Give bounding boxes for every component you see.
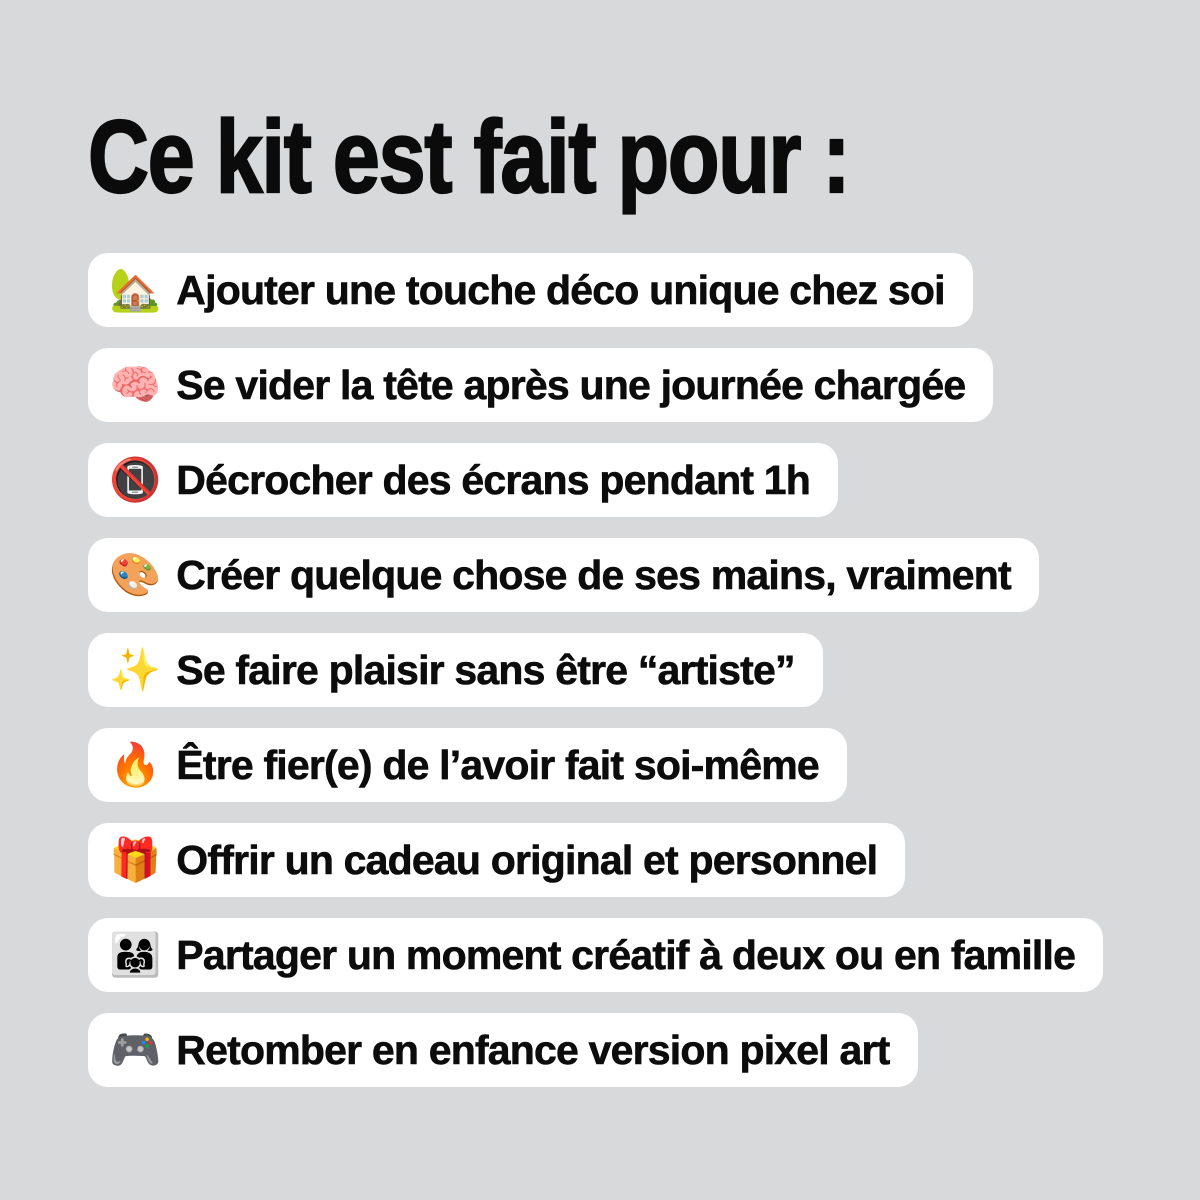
artist-palette-icon: 🎨 [109, 551, 162, 599]
list-item-label: Retomber en enfance version pixel art [176, 1026, 890, 1073]
brain-icon: 🧠 [109, 361, 162, 409]
gift-icon: 🎁 [109, 836, 162, 884]
house-icon: 🏡 [109, 266, 162, 314]
list-item-label: Partager un moment créatif à deux ou en famille [176, 931, 1076, 978]
list-item-label: Se vider la tête après une journée chargée [176, 361, 966, 408]
list-item-label: Créer quelque chose de ses mains, vraiment [176, 551, 1011, 598]
fire-icon: 🔥 [109, 741, 162, 789]
list-item [88, 348, 993, 422]
list-item-label: Décrocher des écrans pendant 1h [176, 456, 811, 503]
list-item [88, 633, 823, 707]
list-item-label: Se faire plaisir sans être “artiste” [176, 646, 795, 693]
no-mobile-phones-icon: 📵 [109, 456, 162, 504]
game-controller-icon: 🎮 [109, 1026, 162, 1074]
list-item [88, 443, 838, 517]
list-item-label: Être fier(e) de l’avoir fait soi-même [176, 741, 819, 788]
family-icon: 👨‍👩‍👧 [109, 931, 162, 979]
sparkles-icon: ✨ [109, 646, 162, 694]
list-item [88, 538, 1039, 612]
list-item [88, 728, 847, 802]
list-item-label: Offrir un cadeau original et personnel [176, 836, 878, 883]
list-item [88, 823, 905, 897]
list-item-label: Ajouter une touche déco unique chez soi [176, 266, 945, 313]
benefits-list [88, 253, 1160, 1087]
list-item [88, 253, 973, 327]
list-item [88, 918, 1103, 992]
page-title: Ce kit est fait pour : [88, 99, 850, 214]
list-item [88, 1013, 918, 1087]
